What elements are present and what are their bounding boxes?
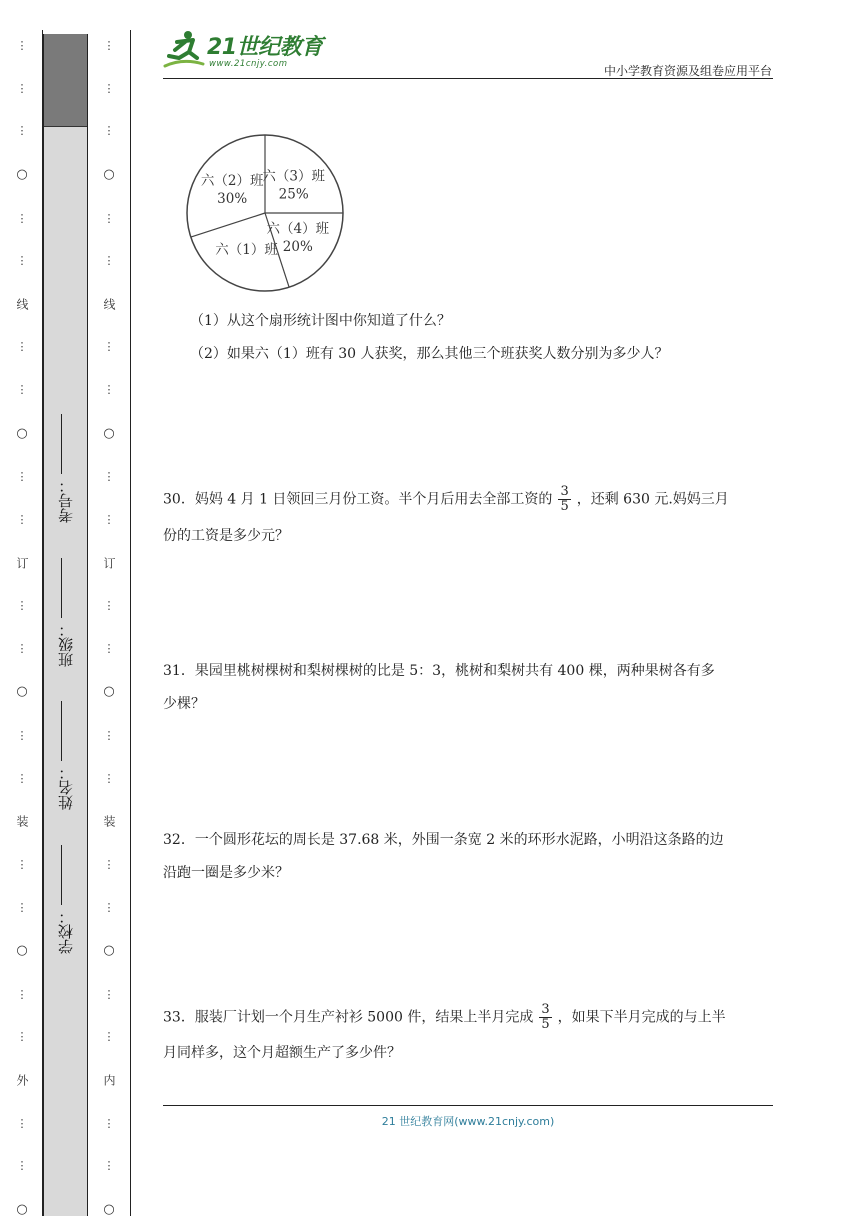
question-33-line-1 bbox=[163, 1003, 726, 1032]
pie-slice-value: 20% bbox=[282, 238, 313, 255]
fraction-denominator: 5 bbox=[560, 499, 569, 514]
fraction-numerator: 3 bbox=[560, 484, 569, 499]
question-30-line-1 bbox=[163, 485, 729, 514]
outer-label-xian: 线 bbox=[15, 297, 29, 310]
outer-label-ding: 订 bbox=[15, 556, 29, 569]
fraction-three-fifths bbox=[539, 1003, 551, 1032]
question-33-text-a: 33．服装厂计划一个月生产衬衫 5000 件，结果上半月完成 bbox=[163, 1009, 534, 1026]
exam-number-field[interactable]: 考号： bbox=[55, 414, 76, 523]
site-logo[interactable] bbox=[163, 28, 343, 74]
outer-dotted-line: ⋮ ⋮ ⋮ ○ ⋮ ⋮ 线 ⋮ ⋮ ○ ⋮ ⋮ 订 ⋮ ⋮ ○ ⋮ ⋮ 装 ⋮ ⋮ ○ ⋮ ⋮ 外 ⋮ ⋮ ○ bbox=[15, 39, 29, 1217]
inner-label-zhuang: 装 bbox=[102, 815, 116, 828]
question-32-line-1: 32．一个圆形花坛的周长是 37.68 米，外围一条宽 2 米的环形水泥路，小明沿这条路的边 bbox=[163, 832, 724, 848]
pie-slice-label: 六（1）班 bbox=[215, 242, 278, 259]
footer-link[interactable]: 21 世纪教育网(www.21cnjy.com) bbox=[381, 1115, 555, 1128]
pie-slice-value: 30% bbox=[217, 191, 248, 208]
fraction-denominator: 5 bbox=[541, 1017, 550, 1032]
inner-dotted-line: ⋮ ⋮ ⋮ ○ ⋮ ⋮ 线 ⋮ ⋮ ○ ⋮ ⋮ 订 ⋮ ⋮ ○ ⋮ ⋮ 装 ⋮ ⋮ ○ ⋮ ⋮ 内 ⋮ ⋮ ○ bbox=[102, 39, 116, 1217]
margin-border-line bbox=[130, 30, 131, 1216]
question-30-line-2: 份的工资是多少元？ bbox=[163, 528, 289, 544]
header-tagline: 中小学教育资源及组卷应用平台 bbox=[603, 64, 772, 78]
fraction-numerator: 3 bbox=[541, 1002, 550, 1017]
fraction-three-fifths bbox=[558, 485, 570, 514]
question-32-line-2: 沿跑一圈是多少米？ bbox=[163, 865, 289, 881]
question-29-sub-1: （1）从这个扇形统计图中你知道了什么？ bbox=[190, 313, 451, 329]
binding-margin bbox=[0, 0, 132, 1216]
logo-url: www.21cnjy.com bbox=[209, 59, 288, 69]
pie-slice-value: 25% bbox=[278, 186, 309, 203]
logo-text: 21世纪教育 bbox=[207, 35, 323, 60]
pie-chart-svg bbox=[183, 133, 347, 293]
pie-slice-label: 六（4）班 bbox=[266, 220, 330, 237]
question-30-text-a: 30．妈妈 4 月 1 日领回三月份工资。半个月后用去全部工资的 bbox=[163, 491, 553, 508]
school-field[interactable]: 学校： bbox=[55, 845, 76, 954]
name-field[interactable]: 姓名： bbox=[55, 701, 76, 810]
inner-label-ding: 订 bbox=[102, 556, 116, 569]
footer-rule bbox=[163, 1105, 773, 1106]
class-field[interactable]: 班级： bbox=[55, 558, 76, 667]
question-33-line-2: 月同样多，这个月超额生产了多少件？ bbox=[163, 1045, 401, 1061]
pie-slice-label: 六（2）班 bbox=[200, 173, 264, 190]
question-33-text-b: ，如果下半月完成的与上半 bbox=[557, 1009, 726, 1026]
question-29-sub-2: （2）如果六（1）班有 30 人获奖，那么其他三个班获奖人数分别为多少人？ bbox=[190, 346, 669, 362]
student-info-fields bbox=[44, 414, 87, 954]
outer-label-zhuang: 装 bbox=[15, 815, 29, 828]
student-info-band bbox=[43, 34, 88, 1216]
question-30-text-b: ，还剩 630 元.妈妈三月 bbox=[576, 491, 729, 508]
header-rule bbox=[163, 78, 773, 79]
question-31-line-1: 31．果园里桃树棵树和梨树棵树的比是 5：3，桃树和梨树共有 400 棵，两种果树各有多 bbox=[163, 663, 715, 679]
pie-slice-label: 六（3）班 bbox=[262, 168, 325, 185]
pie-chart bbox=[183, 133, 347, 293]
info-band-header-block bbox=[44, 34, 87, 127]
question-31-line-2: 少棵？ bbox=[163, 696, 205, 712]
inner-label-xian: 线 bbox=[102, 297, 116, 310]
inner-label-nei: 内 bbox=[102, 1074, 116, 1086]
outer-label-wai: 外 bbox=[15, 1074, 29, 1086]
runner-icon bbox=[163, 28, 207, 72]
